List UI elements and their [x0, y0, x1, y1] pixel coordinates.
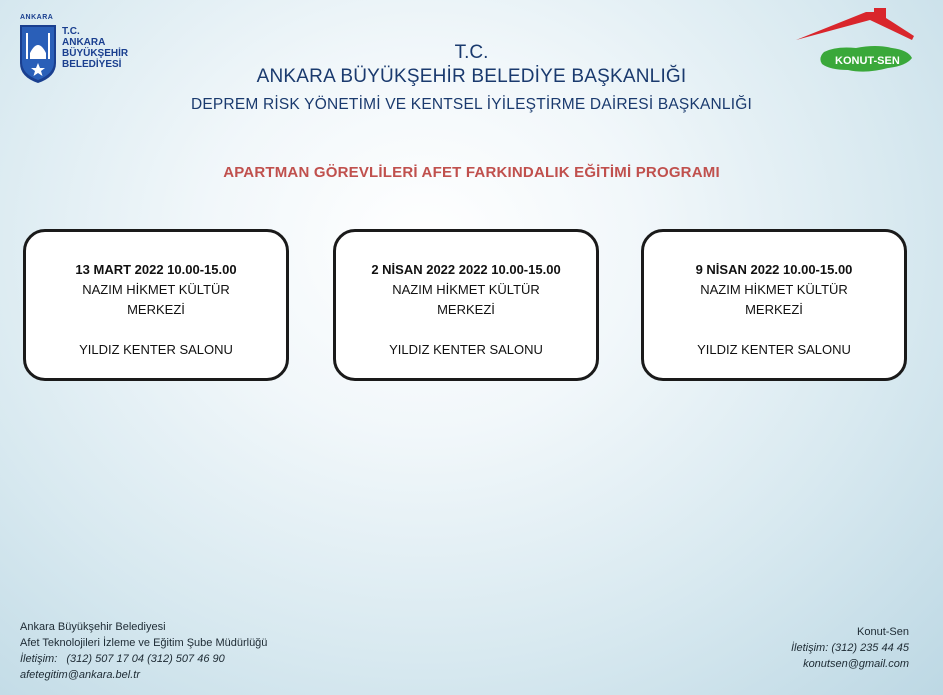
program-title: APARTMAN GÖREVLİLERİ AFET FARKINDALIK EĞİTİMİ PROGRAMI [223, 164, 720, 181]
footer-left-contact [20, 619, 267, 683]
session-card [641, 229, 907, 381]
footer-phones: (312) 507 17 04 (312) 507 46 90 [66, 653, 225, 665]
logo-line: BÜYÜKŞEHİR [62, 48, 129, 59]
footer-org: Konut-Sen [857, 626, 909, 638]
footer-contact-label: İletişim: [20, 653, 58, 665]
footer-phone: (312) 235 44 45 [831, 642, 909, 654]
header-main-title: ANKARA BÜYÜKŞEHİR BELEDİYE BAŞKANLIĞI [256, 66, 687, 87]
footer-email[interactable]: konutsen@gmail.com [803, 658, 909, 670]
logo-line: ANKARA [62, 37, 106, 48]
session-date: 13 MART 2022 10.00-15.00 [75, 262, 237, 277]
session-hall: YILDIZ KENTER SALONU [79, 342, 233, 357]
footer-dept: Afet Teknolojileri İzleme ve Eğitim Şube Müdürlüğü [20, 637, 268, 649]
konut-sen-label: KONUT-SEN [835, 55, 900, 67]
footer-contact-label: İletişim: [790, 642, 829, 654]
footer-email[interactable]: afetegitim@ankara.bel.tr [20, 669, 141, 681]
footer-right-contact [791, 624, 909, 672]
logo-line: BELEDİYESİ [62, 59, 122, 70]
footer-phone-line [791, 640, 909, 656]
header-tc: T.C. [454, 42, 489, 63]
header-subtitle: DEPREM RİSK YÖNETİMİ VE KENTSEL İYİLEŞTİRME DAİRESİ BAŞKANLIĞI [190, 96, 753, 113]
logo-line: T.C. [62, 26, 80, 37]
session-card [333, 229, 599, 381]
session-venue: NAZIM HİKMET KÜLTÜR MERKEZİ [392, 282, 540, 317]
session-date: 2 NİSAN 2022 2022 10.00-15.00 [371, 262, 561, 277]
footer-phone-line [20, 651, 267, 667]
logo-brand-text: ANKARA [20, 14, 54, 21]
session-card [23, 229, 289, 381]
session-hall: YILDIZ KENTER SALONU [389, 342, 543, 357]
session-hall: YILDIZ KENTER SALONU [697, 342, 851, 357]
session-date: 9 NİSAN 2022 10.00-15.00 [695, 262, 853, 277]
footer-org: Ankara Büyükşehir Belediyesi [20, 621, 166, 633]
session-venue: NAZIM HİKMET KÜLTÜR MERKEZİ [700, 282, 848, 317]
session-venue: NAZIM HİKMET KÜLTÜR MERKEZİ [82, 282, 230, 317]
